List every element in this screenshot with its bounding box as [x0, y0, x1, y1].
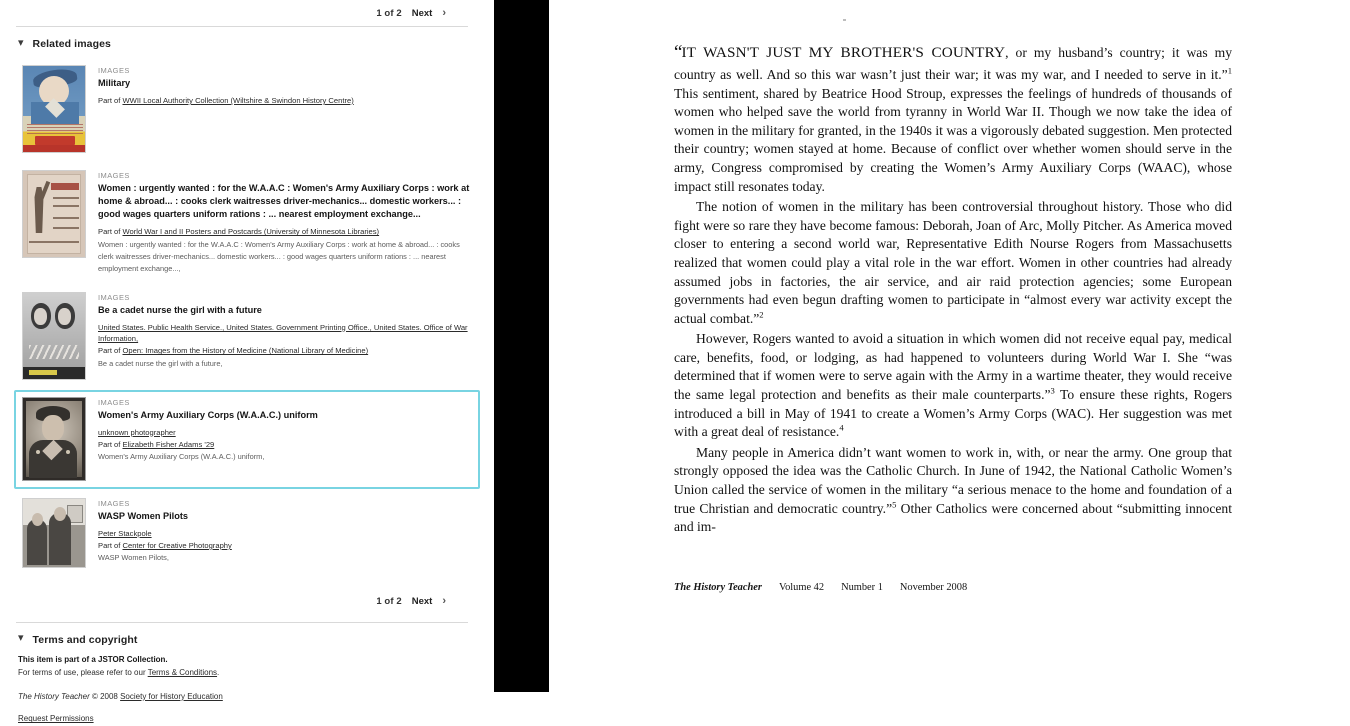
chevron-right-icon[interactable]: › [442, 6, 446, 19]
related-images-header[interactable] [18, 38, 480, 50]
item-details-panel [0, 0, 494, 724]
page-footer [674, 582, 1234, 593]
terms-prefix: For terms of use, please refer to our [18, 667, 148, 677]
scan-speck [843, 19, 846, 21]
document-text [674, 40, 1232, 537]
result-body [98, 170, 472, 275]
terms-suffix: . [217, 667, 220, 677]
footnote-marker-4: 4 [839, 422, 844, 433]
result-title[interactable]: Be a cadet nurse the girl with a future [98, 304, 262, 315]
thumbnail-wrapper[interactable] [22, 397, 86, 481]
collection-link[interactable]: Elizabeth Fisher Adams '29 [122, 439, 215, 449]
part-of-prefix: Part of [98, 540, 123, 550]
part-of-prefix: Part of [98, 346, 123, 356]
creator-link[interactable]: United States. Public Health Service., United States. Government Printing Office., United States. Office of War Information, [98, 322, 468, 343]
waac-uniform-portrait-thumbnail[interactable] [22, 397, 86, 481]
list-item[interactable] [14, 58, 480, 161]
paragraph-3-text: However, Rogers wanted to avoid a situation in which women did not receive equal pay, medical care, benefits, food, or lodging, as had happened to volunteers during World War I. She “was determined that if women were to serve again with the Army in a wartime theater, they would receive the same legal protection and benefits as their male counterparts.” [674, 331, 1232, 403]
thumbnail-wrapper[interactable] [22, 498, 86, 568]
chevron-right-icon[interactable]: › [442, 595, 446, 608]
paragraph-4-text: Many people in America didn’t want women to work in, with, or near the army. One group that strongly opposed the idea was the Catholic Church. In June of 1942, the National Catholic Women’s Union called the service of women in the military “a serious menace to the home and foundation of a true Christian and democratic country.” [674, 444, 1232, 516]
result-kicker: IMAGES [98, 292, 130, 302]
result-description: Be a cadet nurse the girl with a future, [98, 358, 223, 368]
result-kicker: IMAGES [98, 498, 130, 508]
pagination-count-top: 1 of 2 [376, 7, 402, 19]
result-part-of [98, 439, 472, 450]
copyright-text: © 2008 [89, 691, 121, 701]
copyright-line [18, 691, 480, 703]
footnote-marker-3: 3 [1050, 385, 1055, 396]
terms-and-copyright-header[interactable] [18, 634, 480, 646]
terms-and-conditions-link[interactable]: Terms & Conditions [147, 667, 218, 677]
related-images-list [14, 58, 480, 576]
paragraph-3 [674, 330, 1232, 442]
footer-number: Number 1 [841, 582, 883, 593]
result-body [98, 292, 472, 380]
list-item[interactable] [14, 285, 480, 388]
paragraph-3-tail: To ensure these rights, Rogers introduced a bill in May of 1941 to create a Women’s Army Corps (WAC). Her suggestion was met with a great deal of resistance. [674, 387, 1232, 440]
result-body [98, 498, 472, 568]
poster-art [23, 66, 85, 152]
viewer-gutter [494, 0, 549, 692]
collection-note: This item is part of a JSTOR Collection. [18, 654, 168, 664]
result-part-of [98, 226, 472, 237]
result-description: WASP Women Pilots, [98, 553, 169, 563]
naafi-poster-thumbnail[interactable] [22, 65, 86, 153]
paragraph-1 [674, 40, 1232, 196]
pagination-top [14, 0, 480, 26]
related-images-label: Related images [32, 38, 111, 50]
request-permissions-link[interactable]: Request Permissions [18, 714, 94, 724]
result-title[interactable]: WASP Women Pilots [98, 510, 189, 521]
creator-link[interactable]: Peter Stackpole [98, 528, 152, 538]
portrait-art [23, 398, 85, 480]
footnote-marker-2: 2 [759, 309, 764, 320]
part-of-prefix: Part of [98, 439, 123, 449]
chevron-down-icon[interactable]: ▾ [18, 632, 24, 645]
terms-of-use-line [18, 667, 480, 679]
thumbnail-wrapper[interactable] [22, 170, 86, 275]
footnote-marker-5: 5 [892, 499, 897, 510]
wasp-women-pilots-thumbnail[interactable] [22, 498, 86, 568]
result-kicker: IMAGES [98, 66, 130, 75]
poster-art [23, 293, 85, 379]
chevron-down-icon[interactable]: ▾ [18, 36, 24, 49]
creator-link[interactable]: unknown photographer [98, 427, 176, 437]
list-item-selected[interactable] [14, 390, 480, 489]
journal-name: The History Teacher [18, 691, 90, 701]
result-part-of [98, 95, 472, 106]
collection-link[interactable]: Center for Creative Photography [122, 540, 232, 550]
footer-volume: Volume 42 [778, 582, 825, 593]
photo-art [23, 499, 85, 567]
result-description: Women : urgently wanted : for the W.A.A.C : Women's Army Auxiliary Corps : work at home & abroad... : cooks clerk waitresses driver-mechanics... domestic workers... : good wages quarters uniform rations : ... nearest employment exchange..., [98, 239, 460, 273]
document-viewer[interactable] [549, 0, 1350, 692]
result-part-of [98, 345, 472, 356]
thumbnail-wrapper[interactable] [22, 65, 86, 153]
footer-date: November 2008 [899, 582, 968, 593]
paragraph-4 [674, 444, 1232, 537]
paragraph-4-tail: Other Catholics were concerned about “submitting innocent and im- [674, 500, 1232, 535]
footer-journal-name: The History Teacher [674, 582, 762, 593]
collection-link[interactable]: Open: Images from the History of Medicine (National Library of Medicine) [122, 346, 369, 356]
collection-link[interactable]: World War I and II Posters and Postcards (University of Minnesota Libraries) [122, 227, 380, 237]
result-body [98, 397, 472, 481]
poster-art [23, 171, 85, 257]
divider-bottom [16, 622, 468, 623]
collection-link[interactable]: WWII Local Authority Collection (Wiltshire & Swindon History Centre) [122, 96, 354, 106]
terms-section-label: Terms and copyright [32, 633, 138, 646]
pagination-next-bottom[interactable]: Next [411, 596, 433, 608]
result-kicker: IMAGES [98, 397, 130, 407]
result-body [98, 65, 472, 153]
publisher-link[interactable]: Society for History Education [120, 691, 223, 701]
waac-poster-thumbnail[interactable] [22, 170, 86, 258]
cadet-nurse-poster-thumbnail[interactable] [22, 292, 86, 380]
paragraph-2-text: The notion of women in the military has been controversial throughout history. Those who did fight were so rare they have become famous: Deborah, Joan of Arc, Molly Pitcher. As America moved closer to entering a second world war, Representative Edith Nourse Rogers from Massachusetts realized that women could play a vital role in the war effort. Women in other countries had already assumed jobs in factories, the air service, and air raid protection agencies; some European governments had even begun drafting women to participate in “almost every war activity except the actual combat.” [674, 199, 1232, 326]
result-description: Women's Army Auxiliary Corps (W.A.A.C.) uniform, [98, 452, 265, 462]
part-of-prefix: Part of [98, 227, 123, 237]
document-page [671, 0, 1241, 692]
thumbnail-wrapper[interactable] [22, 292, 86, 380]
result-title[interactable]: Women's Army Auxiliary Corps (W.A.A.C.) uniform [98, 409, 318, 420]
lead-smallcaps: IT WASN'T JUST MY BROTHER'S COUNTRY [681, 44, 1006, 61]
result-part-of [98, 540, 472, 551]
spacer [14, 679, 480, 691]
result-creators [98, 427, 472, 438]
result-creators [98, 528, 472, 539]
list-item[interactable] [14, 491, 480, 576]
part-of-prefix: Part of [98, 96, 123, 106]
result-title[interactable]: Military [98, 78, 131, 88]
paragraph-2 [674, 198, 1232, 328]
terms-and-copyright-body [14, 655, 480, 726]
paragraph-1-tail: This sentiment, shared by Beatrice Hood Stroup, expresses the feelings of hundreds of thousands of women who helped save the world from tyranny in World War II. Though we now take the idea of women in the military for granted, in the 1940s it was a vigorously debated suggestion. Men protected their country; women stayed at home. Because of conflict over whether women should serve in the army, Congress compromised by creating the Women’s Army Auxiliary Corps (WAAC), whose impact still resonates today. [674, 85, 1232, 194]
pagination-count-bottom: 1 of 2 [376, 596, 402, 608]
result-title[interactable]: Women : urgently wanted : for the W.A.A.C : Women's Army Auxiliary Corps : work at home & abroad... : cooks clerk waitresses driver-mechanics... domestic workers... : good wages quarters uniform rations : ... nearest employment exchange... [98, 183, 470, 220]
pagination-next-top[interactable]: Next [411, 7, 433, 19]
list-item[interactable] [14, 163, 480, 283]
open-quote: “ [674, 42, 682, 63]
paragraph-1-rest: , or my husband’s country; it was my country as well. And so this war wasn’t just their war; it was my war, and I needed to serve in it.” [674, 45, 1232, 82]
divider-top [16, 26, 468, 27]
result-creators [98, 322, 472, 345]
footnote-marker-1: 1 [1227, 65, 1232, 76]
pagination-bottom [14, 590, 480, 614]
result-kicker: IMAGES [98, 171, 130, 180]
